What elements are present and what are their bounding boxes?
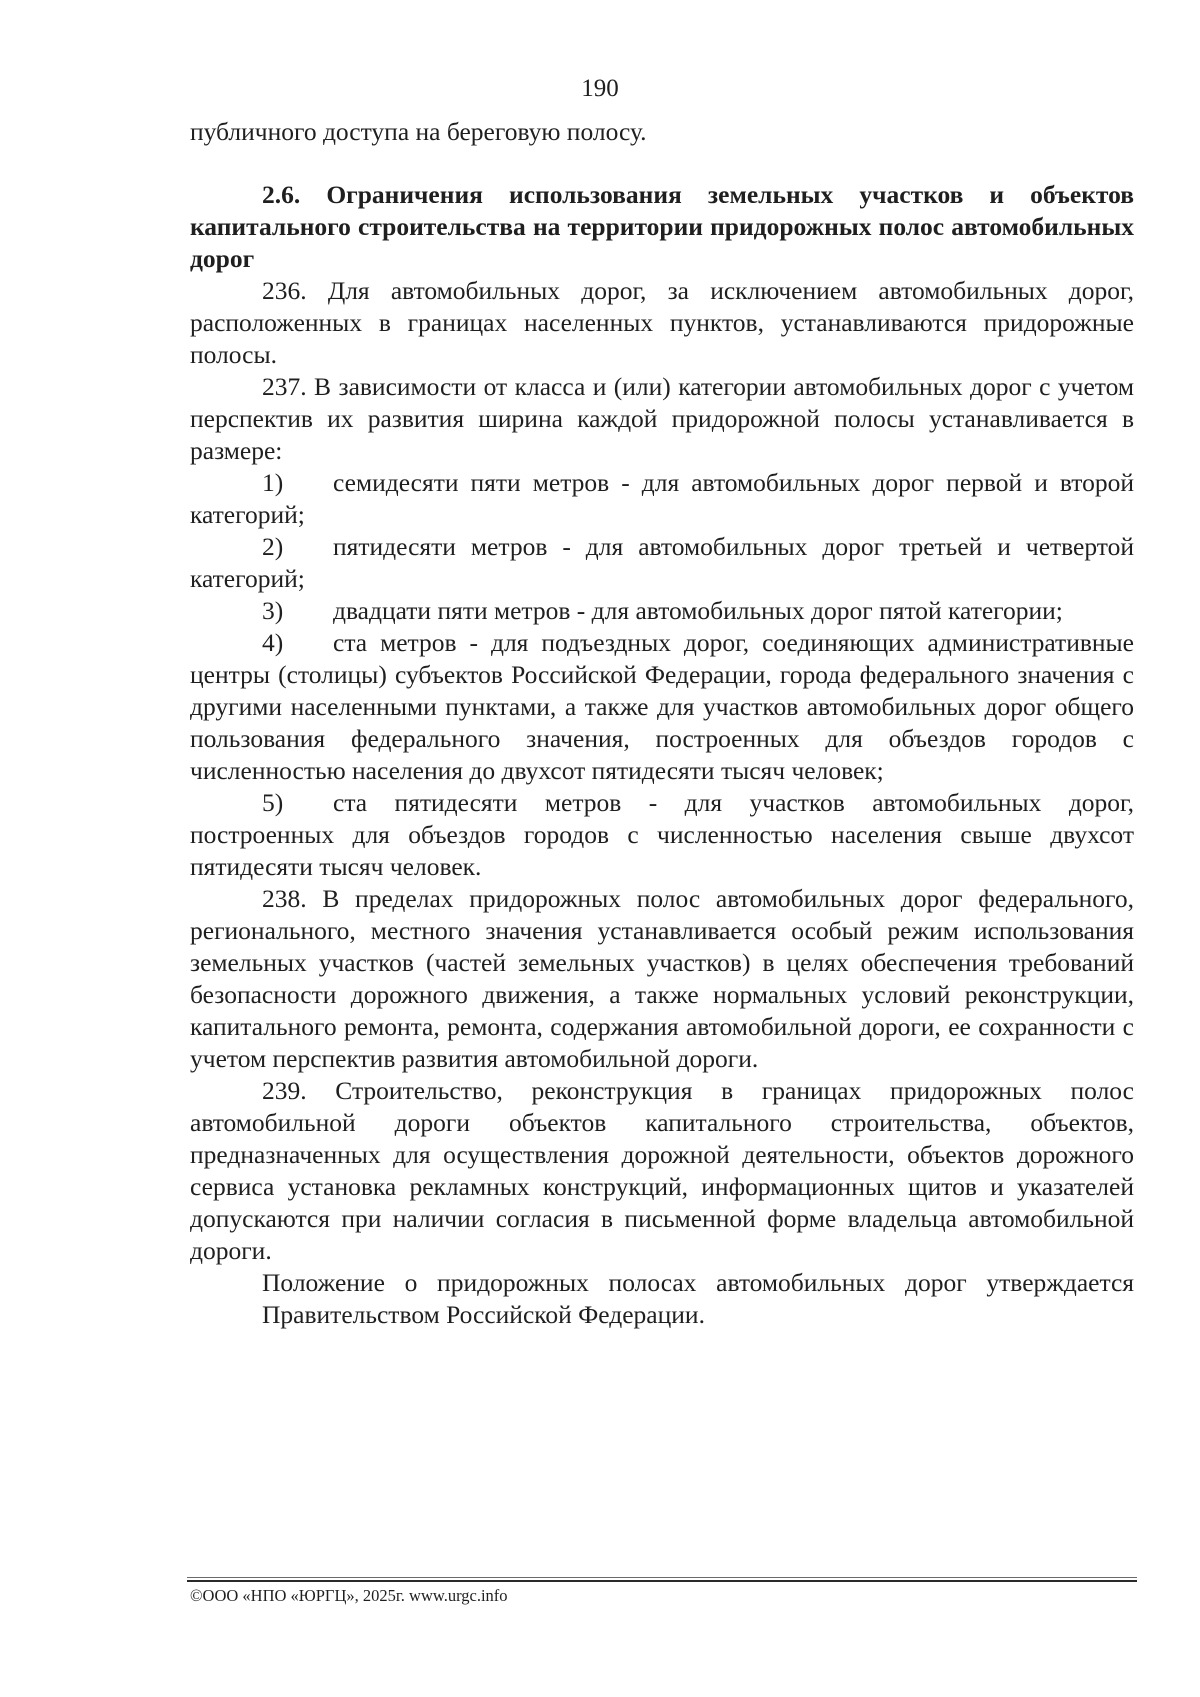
section-heading: 2.6. Ограничения использования земельных участков и объектов капитального строительства на территории придорожных полос автомобильных дорог — [190, 180, 1134, 273]
list-item-text: пятидесяти метров - для автомобильных дорог третьей и четвертой категорий; — [190, 532, 1134, 593]
footer-copyright: ©ООО «НПО «ЮРГЦ», 2025г. www.urgc.info — [190, 1586, 508, 1605]
footer-divider-thick — [187, 1580, 1137, 1582]
closing-paragraph: Положение о придорожных полосах автомобильных дорог утверждается Правительством Российской Федерации. — [262, 1268, 1134, 1329]
list-item-text: ста пятидесяти метров - для участков автомобильных дорог, построенных для объездов городов с численностью населения свыше двухсот пятидесяти тысяч человек. — [190, 788, 1134, 881]
list-item-text: двадцати пяти метров - для автомобильных дорог пятой категории; — [333, 596, 1063, 625]
page-number: 190 — [581, 75, 619, 102]
list-item-number: 3) — [262, 596, 284, 625]
paragraph-237: 237. В зависимости от класса и (или) категории автомобильных дорог с учетом перспектив их развития ширина каждой придорожной полосы устанавливается в размере: — [190, 372, 1134, 465]
continued-paragraph: публичного доступа на береговую полосу. — [190, 117, 647, 146]
paragraph-236: 236. Для автомобильных дорог, за исключением автомобильных дорог, расположенных в границах населенных пунктов, устанавливаются придорожные полосы. — [190, 276, 1134, 369]
footer-divider — [187, 1577, 1137, 1578]
list-item — [190, 627, 1134, 787]
list-item-text: ста метров - для подъездных дорог, соединяющих административные центры (столицы) субъектов Российской Федерации, города федерального значения с другими населенными пунктами, а также для участков автомобильных дорог общего пользования федерального значения, построенных для объездов городов с численностью населения до двухсот пятидесяти тысяч человек; — [190, 628, 1134, 785]
list-item-number: 5) — [262, 788, 284, 817]
list-item — [190, 467, 1134, 531]
list-item — [190, 531, 1134, 595]
list-item — [190, 787, 1134, 883]
list-item-text: семидесяти пяти метров - для автомобильных дорог первой и второй категорий; — [190, 468, 1134, 529]
list-item — [190, 595, 1134, 627]
list-item-number: 2) — [262, 532, 284, 561]
paragraph-238: 238. В пределах придорожных полос автомобильных дорог федерального, регионального, местного значения устанавливается особый режим использования земельных участков (частей земельных участков) в целях обеспечения требований безопасности дорожного движения, а также нормальных условий реконструкции, капитального ремонта, ремонта, содержания автомобильной дороги, ее сохранности с учетом перспектив развития автомобильной дороги. — [190, 884, 1134, 1073]
list-item-number: 4) — [262, 628, 284, 657]
document-body — [190, 116, 1134, 1331]
paragraph-239: 239. Строительство, реконструкция в границах придорожных полос автомобильной дороги объектов капитального строительства, объектов, предназначенных для осуществления дорожной деятельности, объектов дорожного сервиса установка рекламных конструкций, информационных щитов и указателей допускаются при наличии согласия в письменной форме владельца автомобильной дороги. — [190, 1076, 1134, 1265]
list-item-number: 1) — [262, 468, 284, 497]
